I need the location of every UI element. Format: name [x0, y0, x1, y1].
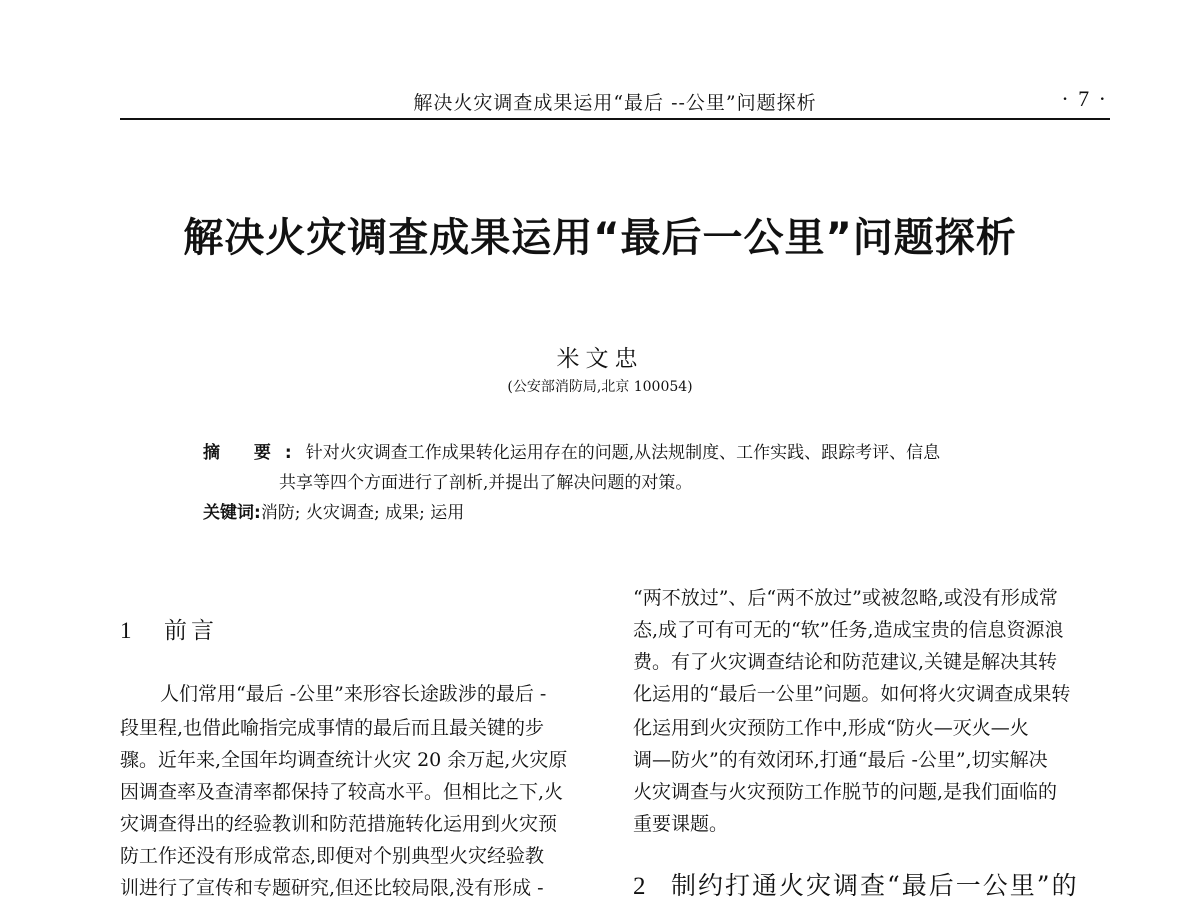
- section-1-heading: [120, 612, 218, 645]
- body-line: 重要课题。: [633, 813, 729, 835]
- body-line: 费。有了火灾调查结论和防范建议,关键是解决其转: [633, 651, 1058, 673]
- abstract-block: [203, 438, 1033, 528]
- abstract-text: 针对火灾调查工作成果转化运用存在的问题,从法规制度、工作实践、跟踪考评、信息: [305, 443, 941, 463]
- author-affiliation: (公安部消防局,北京 100054): [507, 379, 693, 395]
- abstract-line: 共享等四个方面进行了剖析,并提出了解决问题的对策。: [279, 473, 693, 493]
- body-line: 人们常用“最后 -公里”来形容长途跋涉的最后 -: [160, 683, 547, 705]
- body-line: 化运用到火灾预防工作中,形成“防火—灭火—火: [633, 717, 1029, 739]
- abstract-line: [203, 438, 1033, 468]
- section-number: 1: [120, 618, 132, 643]
- body-line: 防工作还没有形成常态,即便对个别典型火灾经验教: [120, 845, 545, 867]
- article-title: 解决火灾调查成果运用“最后一公里”问题探析: [183, 215, 1017, 261]
- author-name: 米文忠: [556, 346, 644, 372]
- body-line: “两不放过”、后“两不放过”或被忽略,或没有形成常: [633, 587, 1058, 609]
- body-line: 灾调查得出的经验教训和防范措施转化运用到火灾预: [120, 813, 558, 835]
- section-title: 制约打通火灾调查“最后一公里”的: [671, 871, 1079, 900]
- abstract-label: 摘 要:: [203, 443, 306, 463]
- body-line: 态,成了可有可无的“软”任务,造成宝贵的信息资源浪: [633, 619, 1064, 641]
- body-line: 段里程,也借此喻指完成事情的最后而且最关键的步: [120, 717, 545, 739]
- keywords-text: 消防; 火灾调查; 成果; 运用: [260, 503, 465, 523]
- page-number: · 7 ·: [1061, 86, 1108, 111]
- body-line: 火灾调查与火灾预防工作脱节的问题,是我们面临的: [633, 781, 1058, 803]
- body-line: 训进行了宣传和专题研究,但还比较局限,没有形成 -: [120, 877, 544, 899]
- body-line: 调—防火”的有效闭环,打通“最后 -公里”,切实解决: [633, 749, 1048, 771]
- body-line: 因调查率及查清率都保持了较高水平。但相比之下,火: [120, 781, 564, 803]
- section-2-heading: [633, 866, 1079, 902]
- section-number: 2: [633, 873, 648, 900]
- running-title: 解决火灾调查成果运用“最后 --公里”问题探析: [413, 92, 817, 114]
- keywords-line: [203, 498, 1033, 528]
- body-line: 骤。近年来,全国年均调查统计火灾 20 余万起,火灾原: [120, 749, 568, 771]
- keywords-label: 关键词:: [203, 503, 261, 523]
- section-title: 前言: [164, 618, 218, 644]
- running-header: [120, 84, 1110, 120]
- body-line: 化运用的“最后一公里”问题。如何将火灾调查成果转: [633, 683, 1071, 705]
